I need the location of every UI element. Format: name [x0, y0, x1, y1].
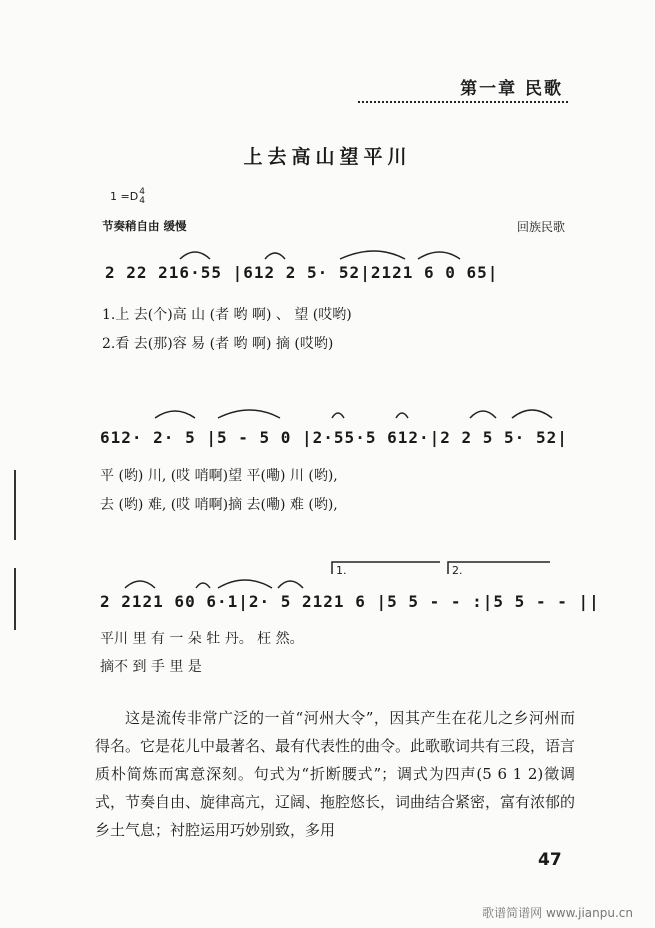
- volta-brackets: [330, 560, 570, 574]
- slur-marks-2: [100, 402, 570, 422]
- time-denominator: 4: [139, 196, 145, 206]
- scan-margin-line: [14, 470, 16, 540]
- lyric-line-3b: 摘不 到 手 里 是: [100, 659, 202, 675]
- lyric-line-2b: 去 (哟) 难, (哎 哨啊)摘 去(嘞) 难 (哟),: [100, 497, 338, 513]
- slur-marks-3: [100, 572, 340, 592]
- time-numerator: 4: [139, 187, 145, 197]
- scan-margin-line: [14, 568, 16, 630]
- watermark: 歌谱简谱网 www.jianpu.cn: [482, 906, 633, 920]
- song-title: 上去高山望平川: [243, 146, 412, 168]
- notation-line-1: 2 22 216·55 |612 2 5· 52|2121 6 0 65|: [105, 263, 499, 282]
- notation-line-3: 2 2121 60 6·1|2· 5 2121 6 |5 5 - - :|5 5 - - ||: [100, 592, 600, 611]
- volta-2-label: 2.: [452, 564, 463, 577]
- notation-line-2: 612· 2· 5 |5 - 5 0 |2·55·5 612·|2 2 5 5· 52|: [100, 428, 568, 447]
- page-number: 47: [538, 850, 562, 870]
- chapter-heading: 第一章 民歌: [460, 79, 563, 99]
- tempo-marking: 节奏稍自由 缓慢: [102, 219, 187, 233]
- lyric-line-2a: 平 (哟) 川, (哎 哨啊)望 平(嘞) 川 (哟),: [100, 468, 338, 484]
- key-text: 1 =D: [110, 190, 139, 203]
- key-signature: [110, 188, 145, 206]
- time-signature: [139, 188, 145, 206]
- dotted-rule: [358, 101, 568, 103]
- volta-1-label: 1.: [336, 564, 347, 577]
- lyric-line-1b: 2.看 去(那)容 易 (者 哟 啊) 摘 (哎哟): [102, 336, 334, 352]
- song-origin: 回族民歌: [516, 220, 565, 234]
- lyric-line-3a: 平川 里 有 一 朵 牡 丹。 枉 然。: [100, 631, 304, 647]
- slur-marks-1: [100, 243, 570, 263]
- commentary-paragraph: 这是流传非常广泛的一首“河州大令”，因其产生在花儿之乡河州而得名。它是花儿中最著名、最有代表性的曲令。此歌歌词共有三段，语言质朴简炼而寓意深刻。句式为“折断腰式”；调式为四声(5 6 1 2)徵调式，节奏自由、旋律高亢，辽阔、拖腔悠长，词曲结合紧密，富有浓郁的乡土气息；衬腔运用巧妙别致，多用: [95, 709, 576, 839]
- lyric-line-1a: 1.上 去(个)高 山 (者 哟 啊) 、 望 (哎哟): [102, 307, 352, 323]
